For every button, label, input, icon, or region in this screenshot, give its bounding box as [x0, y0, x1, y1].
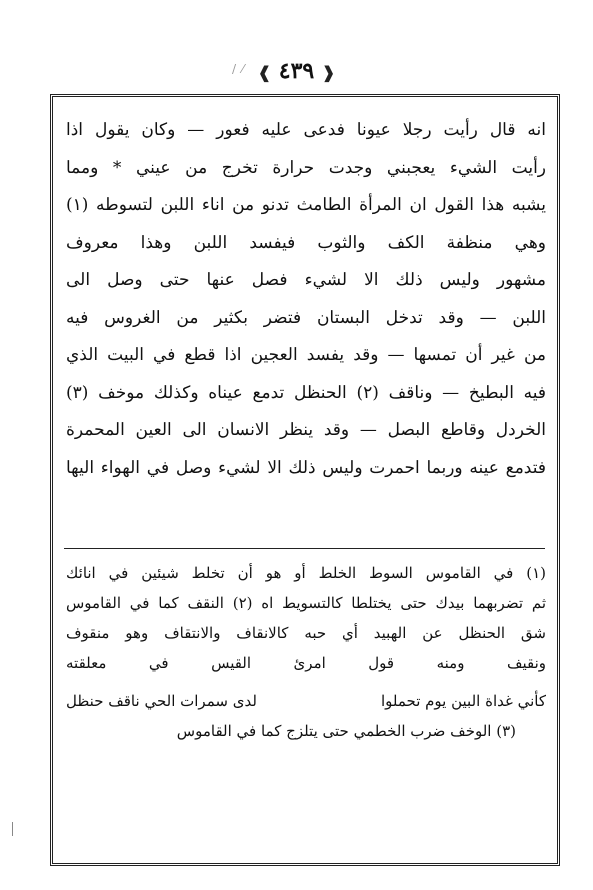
text-line: الخردل وقاطع البصل — وقد ينظر الانسان الى العين المحمرة	[66, 420, 546, 440]
text-line: مشهور وليس ذلك الا لشيء فصل عنها حتى وصل الى	[66, 270, 546, 290]
verse-first-hemistich: كأني غداة البين يوم تحملوا	[380, 692, 546, 710]
margin-scratch-mark: / ⁄	[232, 62, 245, 76]
text-line: فيه البطيخ — وناقف (٢) الحنظل تدمع عيناه وكذلك موخف (٣)	[66, 382, 546, 403]
footnote-line: (١) في القاموس السوط الخلط أو هو أن تخلط شيئين في انائك	[66, 564, 546, 582]
footnote-line: (٣) الوخف ضرب الخطمي حتى يتلزج كما في القاموس	[176, 722, 516, 740]
text-line: من غير أن تمسها — وقد يفسد العجين اذا قطع في البيت الذي	[66, 345, 546, 365]
margin-mark	[12, 822, 13, 836]
footnote-line: ونقيف ومنه قول امرئ القيس في معلقته	[66, 654, 546, 672]
main-text-block	[66, 112, 546, 487]
page-header	[0, 58, 593, 84]
page-number: ٤٣٩	[278, 58, 315, 84]
footnotes-block	[66, 558, 546, 746]
text-line: رأيت الشيء يعجبني وجدت حرارة تخرج من عيني * ومما	[66, 157, 546, 178]
verse-line	[66, 686, 546, 716]
footnote-line: شق الحنظل عن الهبيد أي حبه كالانقاف والانتقاف وهو منقوف	[66, 624, 546, 642]
text-line: فتدمع عينه وربما احمرت وليس ذلك الا لشيء وصل في الهواء اليها	[66, 457, 546, 478]
footnote-line: ثم تضربهما بيدك حتى يختلطا كالتسويط اه (٢) النقف كما في القاموس	[66, 594, 546, 612]
text-line: وهي منظفة الكف والثوب فيفسد اللبن وهذا معروف	[66, 232, 546, 253]
text-line: اللبن — وقد تدخل البستان فتضر بكثير من الغروس فيه	[66, 307, 546, 328]
right-ornament-icon: ❱	[321, 63, 336, 82]
text-line: انه قال رأيت رجلا عيونا فدعى عليه فعور — وكان يقول اذا	[66, 120, 546, 140]
text-line: يشبه هذا القول ان المرأة الطامث تدنو من اناء اللبن لتسوطه (١)	[66, 195, 546, 215]
verse-second-hemistich: لدى سمرات الحي ناقف حنظل	[66, 692, 257, 710]
left-ornament-icon: ❰	[257, 63, 272, 82]
footnote-divider	[64, 548, 545, 549]
